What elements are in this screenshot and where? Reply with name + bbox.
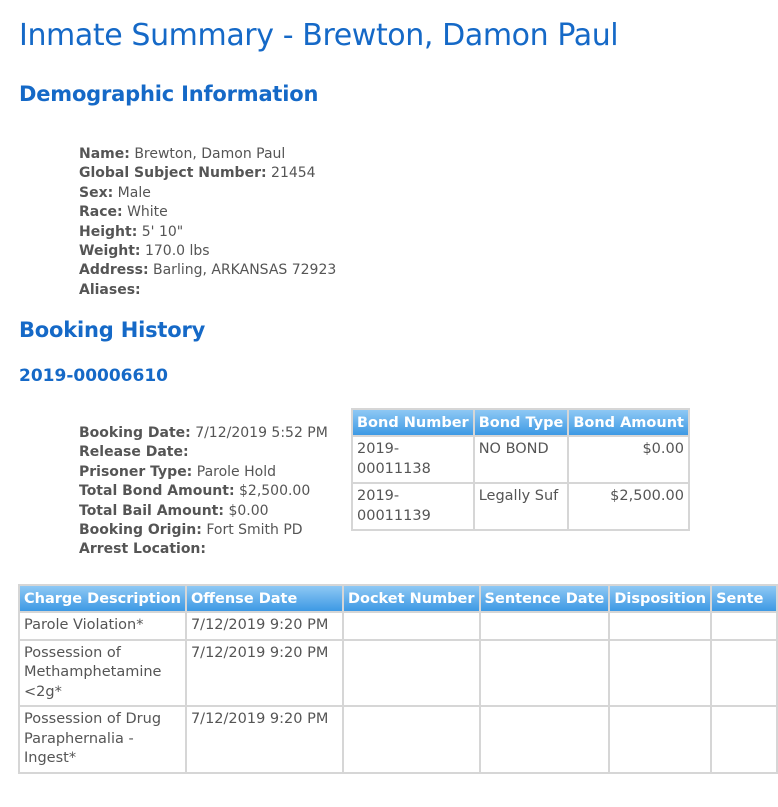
sentence-header: Sente: [712, 586, 776, 611]
charge-description-header: Charge Description: [20, 586, 185, 611]
sex-row: Sex: Male: [79, 184, 151, 201]
prisoner-type-value: Parole Hold: [196, 463, 276, 480]
bond-number-cell: 2019-00011139: [353, 484, 473, 529]
address-row: Address: Barling, ARKANSAS 72923: [79, 262, 337, 279]
name-row: Name: Brewton, Damon Paul: [79, 146, 286, 162]
sentence-cell: [712, 707, 776, 772]
table-row: [20, 707, 776, 772]
docket-number-header: Docket Number: [344, 586, 479, 611]
booking-origin-value: Fort Smith PD: [206, 521, 303, 538]
booking-date-value: 7/12/2019 5:52 PM: [195, 425, 328, 441]
aliases-row: Aliases:: [79, 281, 141, 298]
weight-row: Weight: 170.0 lbs: [79, 242, 210, 259]
race-value: White: [127, 204, 168, 221]
disposition-cell: [610, 613, 710, 639]
charges-table-header: [20, 586, 776, 611]
demographic-heading: Demographic Information: [19, 82, 319, 106]
address-value: Barling, ARKANSAS 72923: [153, 262, 337, 279]
offense-date-cell: 7/12/2019 9:20 PM: [187, 641, 342, 706]
booking-date-row: Booking Date: 7/12/2019 5:52 PM: [79, 425, 328, 441]
sentence-date-header: Sentence Date: [481, 586, 609, 611]
bond-amount-cell: $0.00: [569, 437, 688, 482]
height-value: 5' 10": [141, 223, 184, 240]
bond-type-cell: Legally Suf: [475, 484, 568, 529]
release-date-row: Release Date:: [79, 444, 189, 461]
disposition-cell: [610, 707, 710, 772]
prisoner-type-row: Prisoner Type: Parole Hold: [79, 463, 276, 480]
booking-number-heading: 2019-00006610: [19, 366, 168, 386]
demographic-info: [79, 145, 336, 300]
bond-type-header: Bond Type: [475, 410, 568, 435]
sex-value: Male: [117, 184, 151, 201]
disposition-header: Disposition: [610, 586, 710, 611]
table-row: [353, 484, 688, 529]
offense-date-cell: 7/12/2019 9:20 PM: [187, 707, 342, 772]
table-row: [20, 641, 776, 706]
weight-value: 170.0 lbs: [144, 242, 210, 259]
charge-description-cell: Possession of Drug Paraphernalia - Ingest*: [20, 707, 185, 772]
bond-number-header: Bond Number: [353, 410, 473, 435]
sentence-date-cell: [481, 707, 609, 772]
table-row: [353, 437, 688, 482]
booking-history-heading: Booking History: [19, 318, 206, 342]
total-bail-amount-value: $0.00: [228, 502, 269, 519]
bond-table-header: [353, 410, 688, 435]
global-subject-number-value: 21454: [271, 165, 316, 182]
name-value: Brewton, Damon Paul: [134, 146, 286, 162]
bond-type-cell: NO BOND: [475, 437, 568, 482]
charge-description-cell: Parole Violation*: [20, 613, 185, 639]
total-bond-amount-row: Total Bond Amount: $2,500.00: [79, 483, 311, 500]
sentence-date-cell: [481, 641, 609, 706]
race-row: Race: White: [79, 204, 168, 221]
booking-info: [79, 424, 328, 560]
bond-amount-cell: $2,500.00: [569, 484, 688, 529]
total-bail-amount-row: Total Bail Amount: $0.00: [79, 502, 269, 519]
bond-table: [351, 408, 690, 531]
offense-date-header: Offense Date: [187, 586, 342, 611]
page-title: Inmate Summary - Brewton, Damon Paul: [19, 18, 619, 53]
global-subject-number-row: Global Subject Number: 21454: [79, 165, 316, 182]
disposition-cell: [610, 641, 710, 706]
booking-origin-row: Booking Origin: Fort Smith PD: [79, 521, 303, 538]
bond-amount-header: Bond Amount: [569, 410, 688, 435]
charges-table: [18, 584, 778, 774]
height-row: Height: 5' 10": [79, 223, 184, 240]
sentence-cell: [712, 613, 776, 639]
docket-number-cell: [344, 613, 479, 639]
bond-number-cell: 2019-00011138: [353, 437, 473, 482]
docket-number-cell: [344, 707, 479, 772]
total-bond-amount-value: $2,500.00: [239, 483, 311, 500]
arrest-location-row: Arrest Location:: [79, 541, 206, 558]
charge-description-cell: Possession of Methamphetamine <2g*: [20, 641, 185, 706]
sentence-cell: [712, 641, 776, 706]
offense-date-cell: 7/12/2019 9:20 PM: [187, 613, 342, 639]
sentence-date-cell: [481, 613, 609, 639]
docket-number-cell: [344, 641, 479, 706]
table-row: [20, 613, 776, 639]
